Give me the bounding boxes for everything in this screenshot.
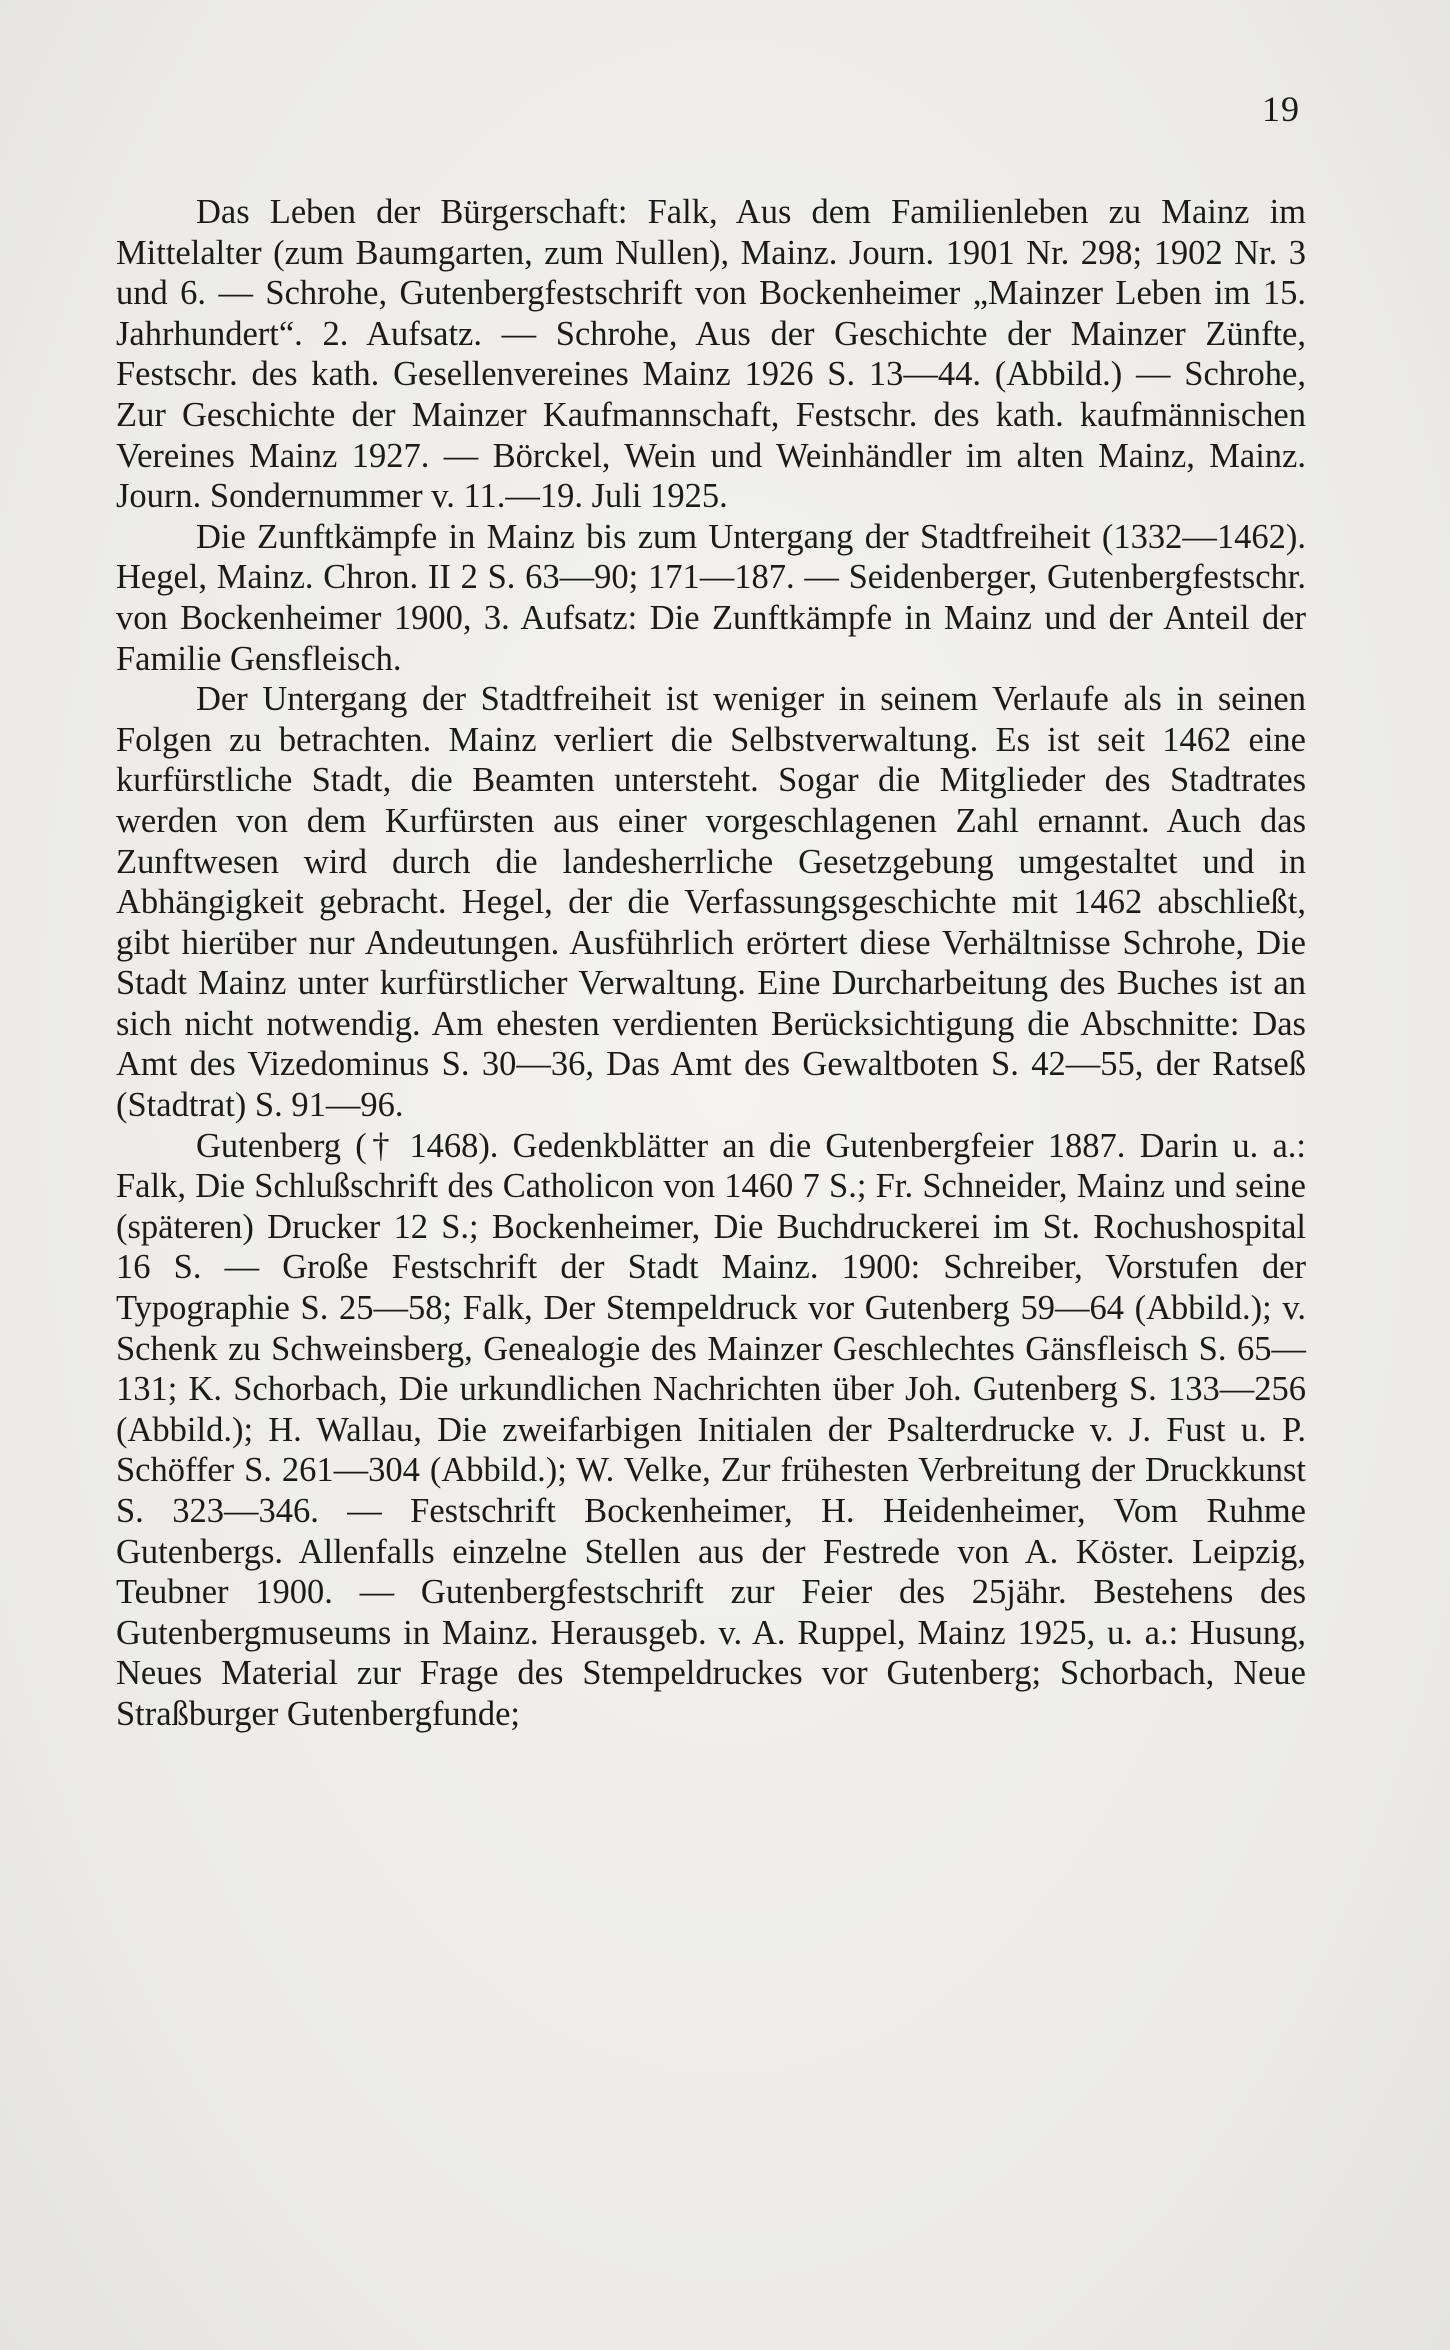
body-text (116, 192, 1306, 1735)
page-number: 19 (1262, 89, 1300, 129)
paragraph-untergang-stadtfreiheit: Der Untergang der Stadtfreiheit ist weniger in seinem Verlaufe als in seinen Folgen zu betrachten. Mainz verliert die Selbstverwaltung. Es ist seit 1462 eine kurfürstliche Stadt, die Beamten untersteht. Sogar die Mitglieder des Stadtrates werden von dem Kurfürsten aus einer vorgeschlagenen Zahl ernannt. Auch das Zunftwesen wird durch die landesherrliche Gesetzgebung umgestaltet und in Abhängigkeit gebracht. Hegel, der die Verfassungsgeschichte mit 1462 abschließt, gibt hierüber nur Andeutungen. Ausführlich erörtert diese Verhältnisse Schrohe, Die Stadt Mainz unter kurfürstlicher Verwaltung. Eine Durcharbeitung des Buches ist an sich nicht notwendig. Am ehesten verdienten Berücksichtigung die Abschnitte: Das Amt des Vizedominus S. 30—36, Das Amt des Gewaltboten S. 42—55, der Ratseß (Stadtrat) S. 91—96. (116, 680, 1306, 1125)
paragraph-buergerschaft: Das Leben der Bürgerschaft: Falk, Aus dem Familienleben zu Mainz im Mittelalter (zum Baumgarten, zum Nullen), Mainz. Journ. 1901 Nr. 298; 1902 Nr. 3 und 6. — Schrohe, Gutenbergfestschrift von Bockenheimer „Mainzer Leben im 15. Jahrhundert“. 2. Aufsatz. — Schrohe, Aus der Geschichte der Mainzer Zünfte, Festschr. des kath. Gesellenvereines Mainz 1926 S. 13—44. (Abbild.) — Schrohe, Zur Geschichte der Mainzer Kaufmannschaft, Festschr. des kath. kaufmännischen Vereines Mainz 1927. — Börckel, Wein und Weinhändler im alten Mainz, Mainz. Journ. Sondernummer v. 11.—19. Juli 1925. (116, 193, 1306, 516)
paragraph-gutenberg: Gutenberg († 1468). Gedenkblätter an die Gutenbergfeier 1887. Darin u. a.: Falk, Die Schlußschrift des Catholicon von 1460 7 S.; Fr. Schneider, Mainz und seine (späteren) Drucker 12 S.; Bockenheimer, Die Buchdruckerei im St. Rochushospital 16 S. — Große Festschrift der Stadt Mainz. 1900: Schreiber, Vorstufen der Typographie S. 25—58; Falk, Der Stempeldruck vor Gutenberg 59—64 (Abbild.); v. Schenk zu Schweinsberg, Genealogie des Mainzer Geschlechtes Gänsfleisch S. 65—131; K. Schorbach, Die urkundlichen Nachrichten über Joh. Gutenberg S. 133—256 (Abbild.); H. Wallau, Die zweifarbigen Initialen der Psalterdrucke v. J. Fust u. P. Schöffer S. 261—304 (Abbild.); W. Velke, Zur frühesten Verbreitung der Druckkunst S. 323—346. — Festschrift Bockenheimer, H. Heidenheimer, Vom Ruhme Gutenbergs. Allenfalls einzelne Stellen aus der Festrede von A. Köster. Leipzig, Teubner 1900. — Gutenbergfestschrift zur Feier des 25jähr. Bestehens des Gutenbergmuseums in Mainz. Herausgeb. v. A. Ruppel, Mainz 1925, u. a.: Husung, Neues Material zur Frage des Stempeldruckes vor Gutenberg; Schorbach, Neue Straßburger Gutenbergfunde; (116, 1126, 1306, 1733)
paragraph-zunftkaempfe: Die Zunftkämpfe in Mainz bis zum Untergang der Stadtfreiheit (1332—1462). Hegel, Mainz. Chron. II 2 S. 63—90; 171—187. — Seidenberger, Gutenbergfestschr. von Bockenheimer 1900, 3. Aufsatz: Die Zunftkämpfe in Mainz und der Anteil der Familie Gensfleisch. (116, 517, 1306, 678)
